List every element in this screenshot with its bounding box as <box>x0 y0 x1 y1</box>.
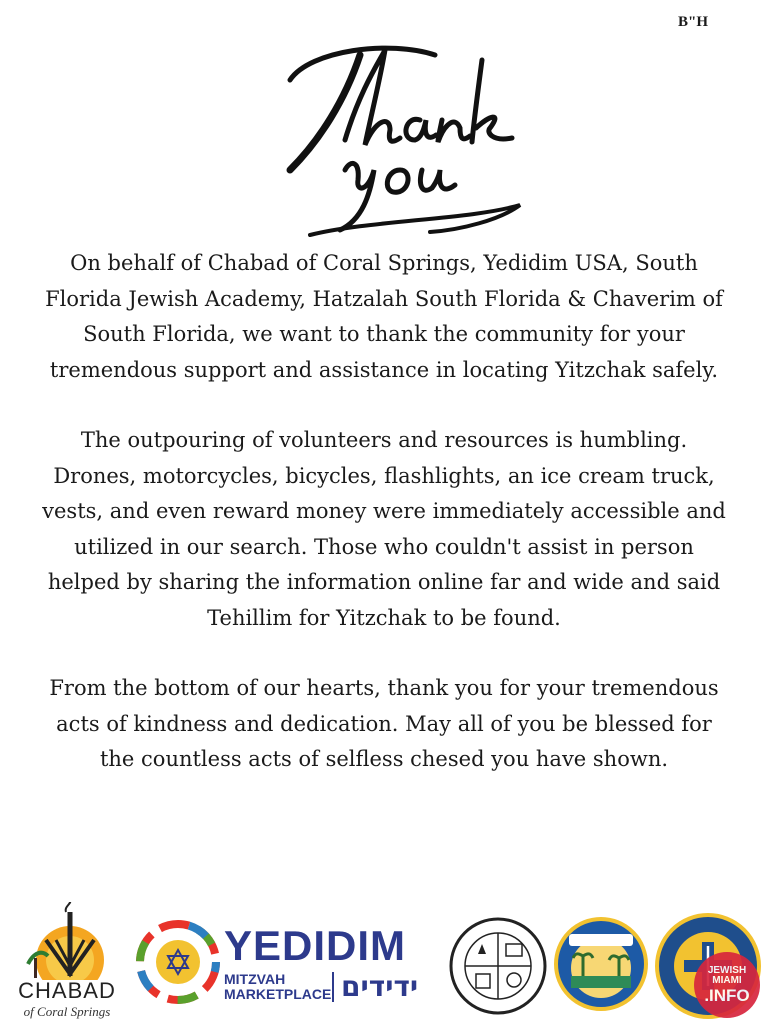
chabad-menorah-icon <box>6 902 128 980</box>
watermark-top: JEWISH MIAMI <box>707 965 747 986</box>
yedidim-line-2: MARKETPLACE <box>224 986 332 1002</box>
chabad-name: CHABAD <box>18 978 116 1003</box>
jewish-miami-watermark <box>694 952 760 1018</box>
yedidim-tagline <box>224 972 331 1002</box>
bh-mark: B"H <box>678 14 708 30</box>
chabad-subtitle: of Coral Springs <box>23 1004 111 1019</box>
yedidim-name: YEDIDIM <box>224 922 407 969</box>
yedidim-line-1: MITZVAH <box>224 971 286 987</box>
yedidim-emblem-icon <box>136 920 220 1004</box>
chaverim-seal-logo <box>553 916 649 1012</box>
thank-you-letter <box>40 246 728 813</box>
sponsor-logos <box>0 898 768 1024</box>
paragraph-1: On behalf of Chabad of Coral Springs, Yedidim USA, South Florida Jewish Academy, Hatzalah South Florida & Chaverim of South Florida, we want to thank the community for your tremendous support and assistance in locating Yitzchak safely. <box>45 251 723 382</box>
watermark-bottom: .INFO <box>704 986 750 1005</box>
thank-you-script-art <box>250 20 530 250</box>
yedidim-hebrew: ידידים <box>341 970 419 1003</box>
sfja-seal-logo <box>448 916 548 1016</box>
paragraph-2: The outpouring of volunteers and resources is humbling. Drones, motorcycles, bicycles, flashlights, an ice cream truck, vests, and even reward money were immediately accessible and utilized in our search. Those who couldn't assist in person helped by sharing the information online far and wide and said Tehillim for Yitzchak to be found. <box>42 428 726 630</box>
chabad-logo <box>6 902 128 1020</box>
yedidim-divider <box>332 972 334 1002</box>
paragraph-3: From the bottom of our hearts, thank you for your tremendous acts of kindness and dedication. May all of you be blessed for the countless acts of selfless chesed you have shown. <box>49 676 719 771</box>
yedidim-logo <box>136 920 442 1012</box>
